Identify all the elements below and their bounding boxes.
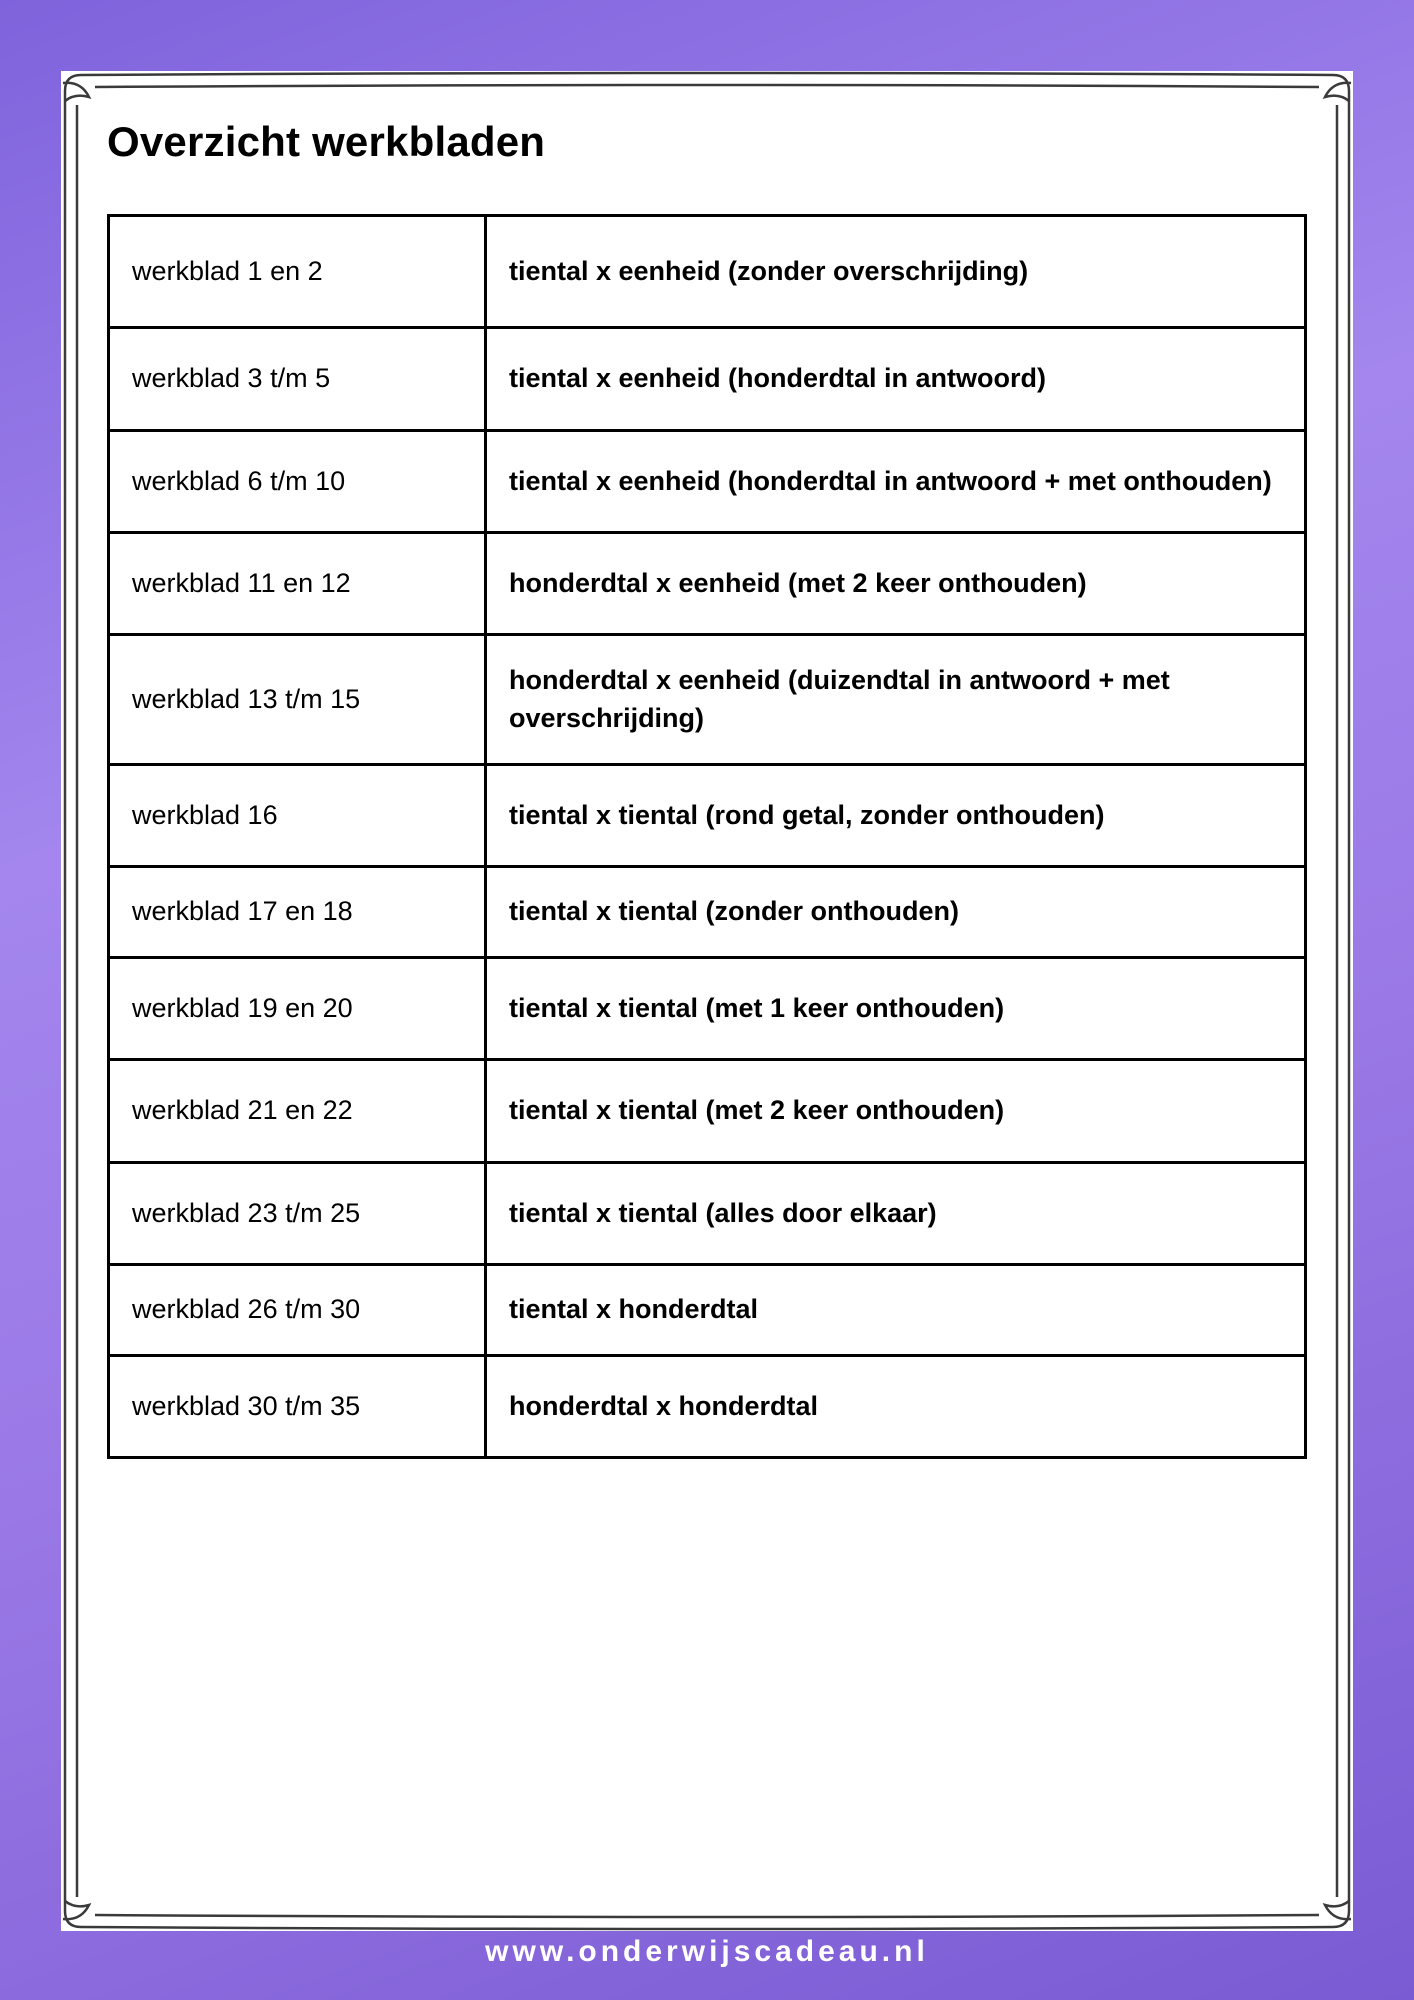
topic-cell: tiental x eenheid (honderdtal in antwoord + met onthouden) — [486, 431, 1306, 533]
topic-cell: tiental x eenheid (zonder overschrijding) — [486, 216, 1306, 328]
worksheet-range-cell: werkblad 16 — [109, 765, 486, 867]
table-row — [109, 533, 1306, 635]
website-url: www.onderwijscadeau.nl — [485, 1935, 929, 1968]
table-row — [109, 1356, 1306, 1458]
worksheet-overview-table — [107, 214, 1307, 1459]
worksheet-range-cell: werkblad 30 t/m 35 — [109, 1356, 486, 1458]
worksheet-range-cell: werkblad 6 t/m 10 — [109, 431, 486, 533]
worksheet-range-cell: werkblad 17 en 18 — [109, 867, 486, 958]
table-row — [109, 958, 1306, 1060]
topic-cell: honderdtal x eenheid (duizendtal in antwoord + met overschrijding) — [486, 635, 1306, 765]
topic-cell: tiental x tiental (alles door elkaar) — [486, 1163, 1306, 1265]
table-row — [109, 867, 1306, 958]
worksheet-range-cell: werkblad 1 en 2 — [109, 216, 486, 328]
table-row — [109, 431, 1306, 533]
worksheet-range-cell: werkblad 3 t/m 5 — [109, 328, 486, 431]
topic-cell: honderdtal x eenheid (met 2 keer onthouden) — [486, 533, 1306, 635]
table-row — [109, 635, 1306, 765]
topic-cell: tiental x tiental (met 1 keer onthouden) — [486, 958, 1306, 1060]
topic-cell: tiental x tiental (zonder onthouden) — [486, 867, 1306, 958]
table-row — [109, 765, 1306, 867]
table-row — [109, 1265, 1306, 1356]
topic-cell: tiental x honderdtal — [486, 1265, 1306, 1356]
worksheet-range-cell: werkblad 11 en 12 — [109, 533, 486, 635]
worksheet-range-cell: werkblad 13 t/m 15 — [109, 635, 486, 765]
topic-cell: honderdtal x honderdtal — [486, 1356, 1306, 1458]
table-row — [109, 1163, 1306, 1265]
table-row — [109, 1060, 1306, 1163]
table-row — [109, 216, 1306, 328]
topic-cell: tiental x eenheid (honderdtal in antwoord) — [486, 328, 1306, 431]
worksheet-range-cell: werkblad 21 en 22 — [109, 1060, 486, 1163]
worksheet-range-cell: werkblad 19 en 20 — [109, 958, 486, 1060]
page-title: Overzicht werkbladen — [107, 118, 546, 165]
topic-cell: tiental x tiental (met 2 keer onthouden) — [486, 1060, 1306, 1163]
worksheet-range-cell: werkblad 23 t/m 25 — [109, 1163, 486, 1265]
worksheet-range-cell: werkblad 26 t/m 30 — [109, 1265, 486, 1356]
table-row — [109, 328, 1306, 431]
topic-cell: tiental x tiental (rond getal, zonder onthouden) — [486, 765, 1306, 867]
